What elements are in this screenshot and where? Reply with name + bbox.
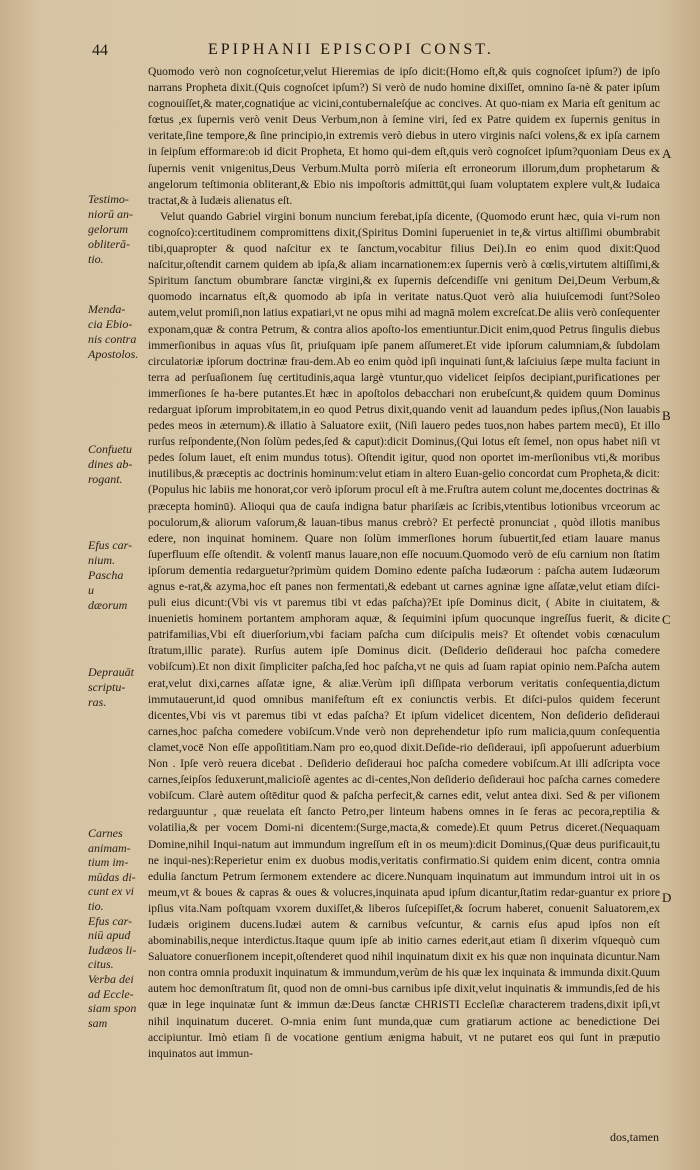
margin-note: Confuetu dines ab- rogant.	[88, 442, 133, 486]
paragraph: Velut quando Gabriel virgini bonum nuncium ferebat,ipſa dicente, (Quomodo erunt hæc, quia vi-rum non cognoſco):certitudinem compromittens dixit,(Spiritus Domini ſuperueniet in te,& virtus altiſſimi obumbrabit tibi,quapropter & quod naſcitur ex te ſanctum,vocabitur filius Dei).In eo enim quod dixit:Quod naſcitur,oſtendit carnem quidem ab ipſa,& aliam incarnationem:ex ſupernis verò à cœlis,virtutem altiſſimi,& Spiritum ſanctum obumbrare ſanctæ virgini,& ex ſupernis deſcendiſſe vni genitum Dei,Deum Verbum,& quomodo incarnatus eſt,& quomodo ab ipſa in veritate natus.Quot verò alia huiuſcemodi ſunt?Soleo autem,velut promiſi,non latius expatiari,vt ne opus mihi ad magnā molem excreſcat.De aliis verò conſequenter exponam,quæ & contra Petrum, & contra alios apoſto-los ementiuntur.Dicit enim,quod Petrus ſingulis diebus immerſionibus in aquas vſus ſit, priuſquam ipſe panem aſſumeret.Et vide ipſorum calumniam,& ſubdolam circulatoriæ ipſorum doctrinæ frau-dem.Ab eo enim quòd ipſi inquinati ſunt,& laſciuius ſæpe multa faciunt in terra ad perſuaſionem ſuę certitudinis,aqua largè vtuntur,quo videlicet ſeipſos decipiant,purificationes per immerſiones ſe ha-bere putantes.Et hæc in apoſtolos debacchari non erubeſcunt,& quidem quum Dominus redarguat ipſorum improbitatem,in eo quod Petrus dixit,quando venit ad lauandum pedes ipſius,(Non lauabis pedes meos in æternum).& illatio à Saluatore exiit, (Niſi lauero pedes tuos,non habes partem mecū), Et illo rurſus reſpondente,(Non ſolùm pedes,ſed & caput):dicit Dominus,(Qui lotus eſt ſemel, non opus habet niſi vt pedes ſolum lauet, eſt enim mundus totus). Oſtendit igitur, quod non oportet im-merſionibus vti,& moribus inutilibus,& præceptis ac doctrinis hominum:velut etiam in altero Euan-gelio concordat cum Propheta,& dicit:(Populus hic labiis me honorat,cor verò ipſorum procul eſt à me.Fruſtra autem colunt me,docentes doctrinas & præcepta hominū). Alioqui qua de cauſa indigna batur phariſæis ac ſcribis,vtentibus lotionibus vrceorum ac poculorum,& aliorum vaſorum,& lauan-tibus manus crebrò? Et perfectè pronunciat , quòd illotis manibus edere, non inquinat hominem. Quare non ſolùm immerſiones horum ſubuertit,ſed etiam lauare manus ſuperfluum eſſe oſtendit. & volentī manus lauare,non eſſe nocuum.Quomodo verò de eſu carnium non ſtatim ipſorum dementia redarguetur?primùm quidem Domino edente paſcha Iudæorum : paſcha autem Iudæorum agnus e-rat,& azyma,hoc eſt panes non fermentati,& edebant ut carnes agninæ igne aſſatæ,velut etiam diſci-puli eius dicunt:(Vbi vis vt paremus tibi vt edas paſcha)?Et ipſe Dominus dicit, ( Abite in ciuitatem, & inuenietis hominem portantem amphoram aquæ, & ſequimini ipſum quocunque ingreſſus fuerit, & dicite patrifamilias,Vbi eſt diuerſorium,vbi faciam paſcha cum diſcipulis meis? Et oſtendet vobis cœnaculum ſtratum,illic parate). Rurſus autem ipſe Dominus dicit. (Deſiderio deſideraui hoc paſcha comedere vobiſcum).Et non dixit ſimpliciter paſcha,ſed hoc paſcha,vt ne quis ad ſuam rapiat opinio nem.Paſcha autem erat,velut dixi,carnes aſſatæ igne, & aliæ.Verùm ipſi diſſipata verborum veritatis conſequentia,dictum immutauerunt,id quod omnibus manifeſtum eſt ex coniunctis verbis. Et diſci-pulos quidem fecerunt dicentes,Vbi vis vt paremus tibi vt edas paſcha? Et ipſum videlicet dicentem, Non deſiderio deſideraui carnes,hoc paſcha comedere vobiſcum.Vnde verò non deprehendetur ipſo rum malicia,quum conſequentia clamet,vocē Non eſſe appoſititiam.Nam pro eo,quod dixit.Deſide-rio deſideraui, ipſi appoſuerunt aduerbium Non . Ipſe verò reuera dicebat . Deſiderio deſideraui hoc paſcha comedere vobiſcum.At illi adſcripta voce carnes,ſeipſos ſeduxerunt,malicioſè agentes ac di-centes,Non deſiderio deſideraui hoc paſcha carnes comedere vobiſcum. Clarè autem oſtēditur quod & paſcha perfecit,& carnes edit, velut antea dixi. Sed & per viſionem redarguuntur , quæ reuelata eſt ſancto Petro,per linteum habens omnes in ſe feras ac pecora,reptilia & volatilia,& per vocem Domi-ni dicentem:(Surge,macta,& comede).Et quum Petrus diceret.(Nequaquam Domine,nihil Inqui-natum aut immundum ingreſſum eſt in os meum):dicit Dominus,(Quæ deus purificauit,tu ne inqui-nes):Reperietur enim ex duobus modis,veritatis confirmatio.Si quidem enim dicent, contra omnia edulia ſanctum Petrum ſermonem extendere ac dicere.Nunquam inquinatum aut immundum introi uit in os meum,vt & boues & capras & oues & volucres,inquinata apud ipſum dicantur,ſtatim redar-guantur ex priore ipſius vita.Nam poſtquam vxorem duxiſſet,& liberos ſuſcepiſſet,& ſocrum haberet, conuenit Saluatorem,ex Iudæis originem ducens.Iudæi autem & carnibus veſcuntur, & carnis eſus apud ipſos non eſt abominabilis,neque interdictus.Itaque quum ipſe ab initio carnes ederit,aut etiam ſi dixerim vſquequò cum Saluatore conuerſionem incepit,oſtenderet quod nihil inquinatum dixit ex his quæ non inquinata dicuntur.Nam non contra omnia produxit inquinatum & immundum,verùm de his quæ lex inquinata & immunda dixit.Quum autem hoc demonſtratum ſit, quod non de omni-bus carnibus ipſe dixit,velut inquinatis & immundis,ſed de his quæ in lege inquinatæ ſunt & immun dæ:Deus ſanctæ CHRISTI Eccleſiæ characterem tradens,dixit ipſi,vt nihil inquinatum duceret. O-mnia enim ſunt munda,quæ cum gratiarum actione ac benedictione Dei accipiuntur. Imò etiam ſi de vocatione gentium ænigma habuit, vt ne putaret eos qui ſunt in præputio inquinatos aut immun-	[148, 209, 660, 1060]
margin-note: Testimo- niorū an- gelorum obliterā- tio.	[88, 192, 133, 266]
catchword: dos,tamen	[610, 1130, 659, 1144]
section-letter: B	[662, 408, 671, 423]
margin-note: Deprauāt scriptu- ras.	[88, 665, 134, 709]
section-letter: A	[662, 146, 672, 161]
section-letter: C	[662, 612, 671, 627]
page-header	[88, 40, 660, 66]
margin-note: Carnes animam- tium im- mūdas di- cunt ex vi tio. Efus car- niū apud Iudæos li- citus. Verba dei ad Eccle- siam spon sam	[88, 826, 137, 1030]
paragraph: Quomodo verò non cognoſcetur,velut Hieremias de ipſo dicit:(Homo eſt,& quis cognoſcet ipſum?) de ipſo narrans Propheta dixit.(Quis cognoſcet ipſum?) Si verò de nudo homine dixiſſet, omnino ſa-nè & pater ipſum cognouiſſet,& mater,cognatiq́ue ac vicini,contubernaleſq́ue ac concives. At quo-niam ex Maria eſt genitum ac fœtus ,ex ſupernis verò venit Deus Verbum,non à ſemine viri, ſed ex Patre quidem ex ſupernis genitus in veritate,ſine tempore,& ſine principio,in extremis verò diebus in utero virginis naſci volens,& ex ipſa carnem in ſeipſum efformare:ob id dicit Propheta, Et homo qui-dem eſt,quis verò cognoſcet ipſum?quoniam Deus ex ſupernis venit vnigenitus,Deus Verbum.Multa porrò miſeria eſt erroneorum illorum,dum prophetarum & angelorum teſtimonia obliterant,& Ebio nis impoſtoris admittūt,qui ſuam voluptatem explere vult,& Iudaica tractat,& à Iudæis alienatus eſt.	[148, 65, 660, 207]
page-number: 44	[92, 42, 108, 59]
section-letter: D	[662, 890, 672, 905]
running-title: EPIPHANII EPISCOPI CONST.	[208, 41, 494, 58]
margin-note: Efus car- nium. Pascha u dæorum	[88, 538, 133, 612]
body-text	[148, 64, 660, 1062]
margin-note: Menda- cia Ebio- nis contra Apostolos.	[88, 302, 139, 361]
